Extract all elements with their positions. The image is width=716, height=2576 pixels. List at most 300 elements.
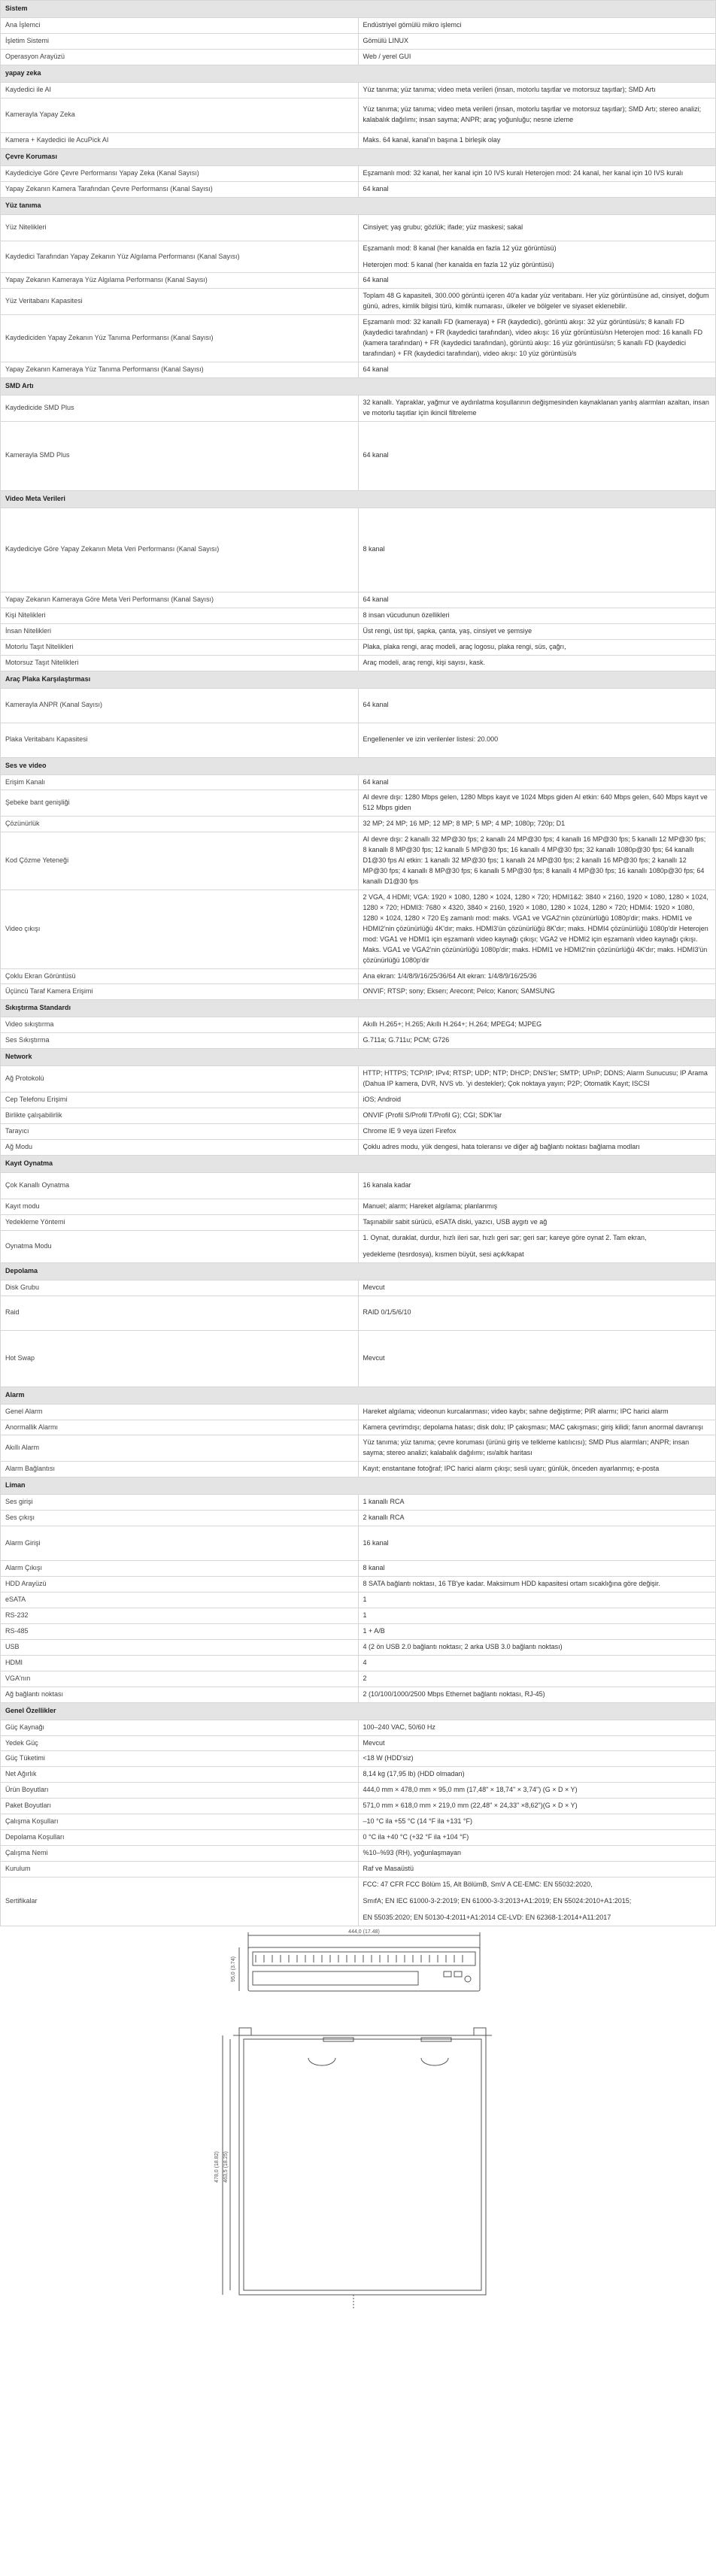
spec-value: [358, 1767, 716, 1783]
spec-value-line: 8 kanal: [363, 545, 385, 553]
spec-key: İşletim Sistemi: [1, 33, 359, 49]
spec-row: [1, 1561, 716, 1577]
spec-row: [1, 214, 716, 241]
spec-row: [1, 1783, 716, 1799]
spec-value: [358, 362, 716, 378]
section-title: Sıkıştırma Standardı: [1, 1000, 716, 1017]
spec-value-line: 1: [363, 1596, 367, 1603]
spec-key: Kaydedicide SMD Plus: [1, 395, 359, 421]
section-header: [1, 1000, 716, 1017]
section-header: [1, 490, 716, 508]
spec-key: Çoklu Ekran Görüntüsü: [1, 968, 359, 984]
spec-value-line: Gömülü LINUX: [363, 36, 409, 44]
usb-port-2: [454, 1971, 462, 1977]
spec-value-line: G.711a; G.711u; PCM; G726: [363, 1036, 450, 1044]
section-header: [1, 757, 716, 774]
spec-key: Alarm Çıkışı: [1, 1561, 359, 1577]
spec-key: Yapay Zekanın Kameraya Yüz Algılama Performansı (Kanal Sayısı): [1, 273, 359, 289]
spec-row: [1, 1862, 716, 1877]
spec-value: [358, 241, 716, 273]
section-title: Yüz tanıma: [1, 197, 716, 214]
spec-value: [358, 832, 716, 890]
front-panel-top-band: [253, 1952, 475, 1965]
spec-row: [1, 1017, 716, 1033]
spec-value: [358, 18, 716, 34]
spec-key: Oynatma Modu: [1, 1230, 359, 1262]
front-panel-body: [248, 1947, 480, 1991]
spec-value-line: Mevcut: [363, 1353, 385, 1362]
spec-key: eSATA: [1, 1593, 359, 1608]
spec-row: [1, 1199, 716, 1214]
spec-value: [358, 688, 716, 723]
spec-value: [358, 1526, 716, 1561]
spec-row: [1, 1814, 716, 1830]
spec-key: Yedek Güç: [1, 1735, 359, 1751]
spec-value-line: Maks. 64 kanal, kanal'ın başına 1 birleşik olay: [363, 135, 501, 144]
top-depth-inner-label: 463,5 (18.25): [223, 2150, 229, 2183]
spec-value-line: Eşzamanlı mod: 32 kanal, her kanal için 10 IVS kuralı Heterojen mod: 24 kanal, her kanal için 10 IVS kuralı: [363, 168, 684, 177]
spec-key: Çözünürlük: [1, 817, 359, 832]
spec-value: [358, 1799, 716, 1814]
spec-row: [1, 1639, 716, 1655]
spec-key: Motorsuz Taşıt Nitelikleri: [1, 655, 359, 671]
spec-key: Yapay Zekanın Kameraya Göre Meta Veri Performansı (Kanal Sayısı): [1, 592, 359, 608]
spec-value: [358, 1280, 716, 1296]
spec-row: [1, 18, 716, 34]
spec-row: [1, 82, 716, 98]
spec-value-line: 2: [363, 1674, 367, 1682]
spec-value: [358, 1495, 716, 1511]
spec-row: [1, 315, 716, 362]
spec-key: Alarm Bağlantısı: [1, 1462, 359, 1477]
spec-key: Anormallik Alarmı: [1, 1420, 359, 1435]
spec-value-line: EN 55035:2020; EN 50130-4:2011+A1:2014 CE-LVD: EN 62368-1:2014+A11:2017: [363, 1913, 611, 1921]
power-button-icon: [465, 1976, 471, 1982]
spec-key: Yapay Zekanın Kamera Tarafından Çevre Performansı (Kanal Sayısı): [1, 181, 359, 197]
spec-value-line: ONVIF (Profil S/Profil T/Profil G); CGI; SDK'lar: [363, 1111, 502, 1120]
spec-value-line: Akıllı H.265+; H.265; Akıllı H.264+; H.264; MPEG4; MJPEG: [363, 1020, 542, 1029]
spec-value-line: –10 °C ila +55 °C (14 °F ila +131 °F): [363, 1817, 472, 1826]
spec-value-line: 100–240 VAC, 50/60 Hz: [363, 1723, 435, 1731]
spec-key: Cep Telefonu Erişimi: [1, 1093, 359, 1108]
spec-key: Kaydediciden Yapay Zekanın Yüz Tanıma Performansı (Kanal Sayısı): [1, 315, 359, 362]
spec-row: [1, 1093, 716, 1108]
spec-value-line: 8 kanal: [363, 1564, 385, 1572]
spec-value: [358, 1066, 716, 1093]
spec-value: [358, 984, 716, 1000]
spec-value: [358, 1608, 716, 1623]
top-view-inner-outline: [244, 2039, 481, 2290]
section-header: [1, 1262, 716, 1280]
front-height-label: 95,0 (3.74): [231, 1956, 236, 1982]
spec-value: [358, 1108, 716, 1124]
spec-value: [358, 1783, 716, 1799]
spec-value: [358, 817, 716, 832]
spec-row: [1, 1214, 716, 1230]
spec-key: USB: [1, 1639, 359, 1655]
spec-value-line: 4 (2 ön USB 2.0 bağlantı noktası; 2 arka USB 3.0 bağlantı noktası): [363, 1642, 563, 1650]
section-header: [1, 1155, 716, 1172]
spec-key: Video çıkışı: [1, 889, 359, 968]
spec-value: [358, 98, 716, 132]
spec-row: [1, 1846, 716, 1862]
spec-value: [358, 1577, 716, 1593]
spec-row: [1, 421, 716, 490]
spec-value: [358, 1623, 716, 1639]
spec-value: [358, 968, 716, 984]
spec-key: Depolama Koşulları: [1, 1830, 359, 1846]
spec-key: Şebeke bant genişliği: [1, 790, 359, 817]
spec-row: [1, 508, 716, 592]
spec-key: Birlikte çalışabilirlik: [1, 1108, 359, 1124]
spec-row: [1, 181, 716, 197]
spec-value-line: ONVIF; RTSP; sony; Ekserı; Arecont; Pelco; Kanon; SAMSUNG: [363, 987, 555, 996]
spec-value-line: Plaka, plaka rengi, araç modeli, araç logosu, plaka rengi, süs, çağrı,: [363, 642, 566, 650]
spec-value: [358, 592, 716, 608]
spec-value-line: 64 kanal: [363, 184, 389, 192]
spec-value-line: Mevcut: [363, 1283, 385, 1291]
front-view-drawing: [231, 1929, 480, 1991]
spec-value-line: 1 kanallı RCA: [363, 1498, 405, 1506]
spec-key: Ağ Protokolü: [1, 1066, 359, 1093]
section-header: [1, 1049, 716, 1066]
spec-value-line: FCC: 47 CFR FCC Bölüm 15, Alt BölümB, SmV A CE-EMC: EN 55032:2020,: [363, 1880, 593, 1888]
spec-value-line: Raf ve Masaüstü: [363, 1865, 414, 1872]
spec-value-line: 4: [363, 1658, 367, 1666]
spec-value: [358, 1511, 716, 1526]
spec-value-line: Eşzamanlı mod: 32 kanallı FD (kameraya) + FR (kaydedici), görüntü akışı: 32 yüz görüntüsü/s; 8 kanallı FD (kaydedici tarafından) + FR (kaydedici tarafından), video akışı: 16 yüz görüntüsü/sn Heterojen mod: 16 kanallı FD (kamera tarafından) + FR (kaydedici tarafından), görüntü akışı: 16 yüz görüntüsü/sn; 5 kanallı FD (kaydedici tarafından) + FR (kaydedici tarafından), video akışı: 10 yüz görüntüsü/s: [363, 318, 702, 358]
spec-row: [1, 1877, 716, 1926]
spec-key: Sertifikalar: [1, 1877, 359, 1926]
spec-row: [1, 1720, 716, 1735]
spec-key: Çalışma Nemi: [1, 1846, 359, 1862]
spec-key: Hot Swap: [1, 1330, 359, 1386]
spec-row: [1, 1687, 716, 1702]
spec-value: [358, 1139, 716, 1155]
spec-row: [1, 132, 716, 148]
spec-row: [1, 1280, 716, 1296]
spec-row: [1, 1066, 716, 1093]
spec-value-line: 32 MP; 24 MP; 16 MP; 12 MP; 8 MP; 5 MP; 4 MP; 1080p; 720p; D1: [363, 820, 566, 828]
spec-value: [358, 1814, 716, 1830]
spec-value: [358, 82, 716, 98]
spec-value-line: Çoklu adres modu, yük dengesi, hata toleransı ve diğer ağ bağlantı noktası bağlama modları: [363, 1142, 640, 1150]
spec-row: [1, 1462, 716, 1477]
spec-value: [358, 790, 716, 817]
top-view-rear-edge: [233, 2028, 492, 2035]
spec-value: [358, 273, 716, 289]
section-title: Sistem: [1, 1, 716, 18]
spec-value: [358, 608, 716, 623]
front-panel-vents: [256, 1955, 463, 1962]
spec-key: Ürün Boyutları: [1, 1783, 359, 1799]
spec-row: [1, 241, 716, 273]
section-title: Alarm: [1, 1386, 716, 1404]
spec-key: İnsan Nitelikleri: [1, 623, 359, 639]
spec-key: Yüz Nitelikleri: [1, 214, 359, 241]
spec-value: [358, 49, 716, 65]
spec-value-line: %10–%93 (RH), yoğunlaşmayan: [363, 1849, 462, 1857]
spec-value: [358, 723, 716, 757]
spec-value-line: RAID 0/1/5/6/10: [363, 1308, 411, 1317]
spec-key: Kaydediciye Göre Çevre Performansı Yapay Zeka (Kanal Sayısı): [1, 165, 359, 181]
front-panel-bottom-band: [253, 1971, 418, 1985]
spec-value: [358, 1561, 716, 1577]
spec-value: [358, 1404, 716, 1420]
spec-key: Kayıt modu: [1, 1199, 359, 1214]
spec-value-line: Toplam 48 G kapasiteli, 300.000 görüntü içeren 40'a kadar yüz veritabanı. Her yüz görüntüsüne ad, cinsiyet, doğum günü, adres, kimlik bilgisi türü, kimlik numarası, ülkeler ve bölgeler ve siyaset eklenebilir.: [363, 292, 709, 311]
spec-key: Ses Sıkıştırma: [1, 1033, 359, 1049]
spec-value: [358, 132, 716, 148]
spec-row: [1, 1608, 716, 1623]
spec-key: Yapay Zekanın Kameraya Yüz Tanıma Performansı (Kanal Sayısı): [1, 362, 359, 378]
spec-key: Erişim Kanalı: [1, 774, 359, 790]
spec-row: [1, 655, 716, 671]
spec-row: [1, 889, 716, 968]
spec-value-line: yedekleme (tesrdosya), kısmen büyüt, sesi açık/kapat: [363, 1250, 524, 1258]
spec-key: HDD Arayüzü: [1, 1577, 359, 1593]
spec-value: [358, 315, 716, 362]
section-title: Genel Özellikler: [1, 1702, 716, 1720]
spec-value-line: SmıfA; EN IEC 61000-3-2:2019; EN 61000-3-3:2013+A1:2019; EN 55024:2010+A1:2015;: [363, 1896, 632, 1905]
spec-value: [358, 1172, 716, 1199]
spec-key: Video sıkıştırma: [1, 1017, 359, 1033]
spec-key: Plaka Veritabanı Kapasitesi: [1, 723, 359, 757]
spec-value: [358, 1687, 716, 1702]
spec-value-line: Manuel; alarm; Hareket algılama; planlanmış: [363, 1202, 498, 1210]
dimension-drawings: [0, 1926, 716, 2317]
section-header: [1, 671, 716, 688]
spec-row: [1, 639, 716, 655]
spec-value-line: 64 kanal: [363, 595, 389, 603]
spec-value-line: 1: [363, 1611, 367, 1619]
spec-value: [358, 1214, 716, 1230]
spec-row: [1, 1172, 716, 1199]
spec-value-line: 1. Oynat, duraklat, durdur, hızlı ileri sar, hızlı geri sar; geri sar; kareye göre oynat 2. Tam ekran,: [363, 1233, 647, 1241]
spec-key: Net Ağırlık: [1, 1767, 359, 1783]
spec-value: [358, 889, 716, 968]
spec-key: Kişi Nitelikleri: [1, 608, 359, 623]
top-view-drawing: [214, 2028, 492, 2310]
spec-value: [358, 289, 716, 315]
spec-value-line: Eşzamanlı mod: 8 kanal (her kanalda en fazla 12 yüz görüntüsü): [363, 244, 557, 252]
spec-value-line: AI devre dışı: 2 kanallı 32 MP@30 fps; 2 kanallı 24 MP@30 fps; 4 kanallı 16 MP@30 fps; 5 kanallı 12 MP@30 fps; 8 kanallı 8 MP@30 fps; 12 kanallı 5 MP@30 fps; 16 kanallı 4 MP@30 fps; 32 kanallı 1080p@30 fps; 64 kanallı D1@30 fps AI etkin: 1 kanallı 32 MP@30 fps; 1 kanallı 24 MP@30 fps; 2 kanallı 16 MP@30 fps; 2 kanallı 12 MP@30 fps; 4 kanallı 8 MP@30 fps; 6 kanallı 5 MP@30 fps; 8 kanallı 4 MP@30 fps; 16 kanallı 1080p@30 fps; 64 kanallı D1@30 fps: [363, 835, 706, 885]
spec-key: Kamerayla Yapay Zeka: [1, 98, 359, 132]
spec-value-line: 8 SATA bağlantı noktası, 16 TB'ye kadar. Maksimum HDD kapasitesi ortam sıcaklığına göre değişir.: [363, 1580, 660, 1588]
spec-value-line: HTTP; HTTPS; TCP/IP; IPv4; RTSP; UDP; NTP; DHCP; DNS'ler; SMTP; UPnP; DDNS; Alarm Sunucusu; IP Arama (Dahua IP kamera, DVR, NVS vb. 'yi destekler); Çok noktaya yayın; P2P; Otomatik Kayıt; ISCSI: [363, 1069, 708, 1088]
spec-row: [1, 1526, 716, 1561]
section-title: Network: [1, 1049, 716, 1066]
spec-value: [358, 1296, 716, 1330]
spec-value: [358, 1230, 716, 1262]
spec-value-line: 0 °C ila +40 °C (+32 °F ila +104 °F): [363, 1833, 469, 1841]
spec-row: [1, 1230, 716, 1262]
section-title: Ses ve video: [1, 757, 716, 774]
spec-key: Çalışma Koşulları: [1, 1814, 359, 1830]
spec-row: [1, 592, 716, 608]
spec-key: Çok Kanallı Oynatma: [1, 1172, 359, 1199]
spec-value-line: Web / yerel GUI: [363, 52, 411, 60]
spec-value-line: Heterojen mod: 5 kanal (her kanalda en fazla 12 yüz görüntüsü): [363, 260, 554, 268]
spec-key: Ana İşlemci: [1, 18, 359, 34]
spec-row: [1, 1495, 716, 1511]
section-header: [1, 1, 716, 18]
spec-table-body: [1, 1, 716, 1926]
spec-value: [358, 1017, 716, 1033]
section-title: Liman: [1, 1477, 716, 1495]
section-header: [1, 148, 716, 165]
spec-value: [358, 655, 716, 671]
spec-value-line: 444,0 mm × 478,0 mm × 95,0 mm (17,48" × 18,74" × 3,74") (G × D × Y): [363, 1786, 578, 1794]
section-header: [1, 65, 716, 82]
spec-row: [1, 165, 716, 181]
section-title: Araç Plaka Karşılaştırması: [1, 671, 716, 688]
spec-value: [358, 1124, 716, 1140]
spec-value-line: Yüz tanıma; yüz tanıma; video meta verileri (insan, motorlu taşıtlar ve motorsuz taşıtlar); SMD Artı; stereo analizi; kalabalık dağılımı; insan sayma; ANPR; araç yoğunluğu; nesne izleme: [363, 105, 702, 124]
spec-value-line: <18 W (HDD'siz): [363, 1754, 414, 1762]
spec-key: Tarayıcı: [1, 1124, 359, 1140]
spec-row: [1, 33, 716, 49]
spec-value: [358, 1330, 716, 1386]
section-header: [1, 1386, 716, 1404]
spec-key: Alarm Girişi: [1, 1526, 359, 1561]
spec-row: [1, 362, 716, 378]
spec-key: Disk Grubu: [1, 1280, 359, 1296]
spec-row: [1, 1420, 716, 1435]
spec-row: [1, 1404, 716, 1420]
spec-row: [1, 1751, 716, 1767]
spec-key: Ses çıkışı: [1, 1511, 359, 1526]
section-header: [1, 377, 716, 395]
spec-value-line: 8,14 kg (17,95 lb) (HDD olmadan): [363, 1770, 465, 1778]
spec-value: [358, 165, 716, 181]
spec-row: [1, 984, 716, 1000]
spec-value: [358, 181, 716, 197]
spec-value-line: 1 + A/B: [363, 1626, 385, 1635]
spec-row: [1, 688, 716, 723]
spec-key: Operasyon Arayüzü: [1, 49, 359, 65]
spec-value: [358, 1639, 716, 1655]
spec-value-line: Yüz tanıma; yüz tanıma; video meta verileri (insan, motorlu taşıtlar ve motorsuz taşıtlar); SMD Artı: [363, 85, 656, 93]
spec-value: [358, 774, 716, 790]
spec-value: [358, 1593, 716, 1608]
spec-value-line: Kayıt; enstantane fotoğraf; IPC harici alarm çıkışı; sesli uyarı; günlük, önceden ayarlanmış; e-posta: [363, 1465, 660, 1473]
spec-key: Akıllı Alarm: [1, 1435, 359, 1462]
section-title: Video Meta Verileri: [1, 490, 716, 508]
spec-key: RS-485: [1, 1623, 359, 1639]
spec-value-line: 64 kanal: [363, 777, 389, 786]
section-title: Depolama: [1, 1262, 716, 1280]
section-header: [1, 1477, 716, 1495]
spec-value-line: Araç modeli, araç rengi, kişi sayısı, kask.: [363, 658, 486, 666]
spec-row: [1, 817, 716, 832]
spec-value-line: Cinsiyet; yaş grubu; gözlük; ifade; yüz maskesi; sakal: [363, 223, 523, 231]
spec-value: [358, 1751, 716, 1767]
spec-row: [1, 608, 716, 623]
spec-row: [1, 1139, 716, 1155]
spec-value-line: Kamera çevrimdışı; depolama hatası; disk dolu; IP çakışması; MAC çakışması; giriş kilidi; fanın anormal davranışı: [363, 1423, 704, 1431]
spec-row: [1, 623, 716, 639]
spec-value-line: 2 (10/100/1000/2500 Mbps Ethernet bağlantı noktası, RJ-45): [363, 1690, 545, 1698]
section-title: Kayıt Oynatma: [1, 1155, 716, 1172]
spec-value: [358, 1655, 716, 1671]
section-header: [1, 197, 716, 214]
spec-key: Güç Kaynağı: [1, 1720, 359, 1735]
spec-value-line: Engellenenler ve izin verilenler listesi: 20.000: [363, 735, 499, 744]
spec-value: [358, 1199, 716, 1214]
spec-value-line: iOS; Android: [363, 1096, 402, 1104]
spec-key: Kamera + Kaydedici ile AcuPick AI: [1, 132, 359, 148]
spec-row: [1, 1799, 716, 1814]
spec-value-line: 8 insan vücudunun özellikleri: [363, 611, 450, 619]
spec-value-line: 2 VGA, 4 HDMI; VGA: 1920 × 1080, 1280 × 1024, 1280 × 720; HDMI1&2: 3840 × 2160, 1920 × 1080, 1280 × 1024, 1280 × 720; HDMI3: 7680 × 4320, 3840 × 2160, 1920 × 1080, 1280 × 1024, 1280 × 720; HDMI4: 1920 × 1080, 1280 × 1024, 1280 × 720 Eş zamanlı mod: maks. VGA1 ve VGA2'nin çözünürlüğü 1080p'dir; maks. HDMI1 ve HDMI2'nin çözünürlüğü 4K'dır; maks. HDMI3'ün çözünürlüğü 8K'dır; maks. HDMI4 çözünürlüğü 1080p'dir Heterojen mod: VGA1 ve HDMI1 için eşzamanlı video kaynağı çıkışı; VGA2 ve HDMI2 için eşzamanlı video kaynağı çıkışı. Maks. VGA1 ve VGA2'nin çözünürlüğü 1080p'dir; maks. HDMI1 ve HDMI2'nin çözünürlüğü 4K'dır; maks. HDMI3'ün çözünürlüğü 1080p'dir: [363, 893, 708, 964]
spec-value-line: 16 kanala kadar: [363, 1180, 411, 1189]
spec-key: Güç Tüketimi: [1, 1751, 359, 1767]
spec-row: [1, 1511, 716, 1526]
spec-value: [358, 1033, 716, 1049]
spec-value-line: Taşınabilir sabit sürücü, eSATA diski, yazıcı, USB aygıtı ve ağ: [363, 1217, 548, 1226]
spec-row: [1, 723, 716, 757]
spec-key: Motorlu Taşıt Nitelikleri: [1, 639, 359, 655]
spec-row: [1, 1033, 716, 1049]
spec-value: [358, 214, 716, 241]
spec-value-line: Chrome IE 9 veya üzeri Firefox: [363, 1127, 457, 1135]
spec-key: Ağ bağlantı noktası: [1, 1687, 359, 1702]
spec-row: [1, 1296, 716, 1330]
spec-key: Raid: [1, 1296, 359, 1330]
spec-value: [358, 1671, 716, 1687]
spec-key: VGA'nın: [1, 1671, 359, 1687]
section-title: Çevre Koruması: [1, 148, 716, 165]
spec-key: Genel Alarm: [1, 1404, 359, 1420]
spec-key: Paket Boyutları: [1, 1799, 359, 1814]
usb-port-1: [444, 1971, 451, 1977]
spec-row: [1, 1108, 716, 1124]
spec-value-line: Endüstriyel gömülü mikro işlemci: [363, 21, 462, 29]
spec-value-line: 64 kanal: [363, 451, 389, 459]
spec-row: [1, 774, 716, 790]
spec-key: Ağ Modu: [1, 1139, 359, 1155]
spec-row: [1, 968, 716, 984]
spec-row: [1, 1671, 716, 1687]
spec-row: [1, 395, 716, 421]
spec-row: [1, 1655, 716, 1671]
spec-value-line: 64 kanal: [363, 276, 389, 284]
spec-key: Kaydediciye Göre Yapay Zekanın Meta Veri Performansı (Kanal Sayısı): [1, 508, 359, 592]
spec-row: [1, 1435, 716, 1462]
top-depth-outer-label: 478,0 (18.82): [214, 2150, 220, 2183]
spec-value-line: 571,0 mm × 618,0 mm × 219,0 mm (22,48" × 24,33" ×8,62")(G × D × Y): [363, 1802, 578, 1810]
spec-key: Kaydedici ile AI: [1, 82, 359, 98]
spec-value-line: 16 kanal: [363, 1538, 389, 1547]
spec-key: Kamerayla ANPR (Kanal Sayısı): [1, 688, 359, 723]
spec-value-line: Mevcut: [363, 1738, 385, 1747]
spec-key: RS-232: [1, 1608, 359, 1623]
spec-value: [358, 33, 716, 49]
spec-value-line: AI devre dışı: 1280 Mbps gelen, 1280 Mbps kayıt ve 1024 Mbps giden AI etkin: 640 Mbps gelen, 640 Mbps kayıt ve 512 Mbps giden: [363, 793, 708, 812]
spec-row: [1, 1623, 716, 1639]
spec-key: Ses girişi: [1, 1495, 359, 1511]
spec-value: [358, 395, 716, 421]
spec-key: Kod Çözme Yeteneği: [1, 832, 359, 890]
spec-key: Kurulum: [1, 1862, 359, 1877]
spec-value-line: Yüz tanıma; yüz tanıma; çevre koruması (ürünü giriş ve telkleme katılıcısı); SMD Plus alarmları; ANPR; insan sayma; stereo analizi; kalabalık dağılımı; ısı/altık haritası: [363, 1438, 690, 1457]
spec-row: [1, 790, 716, 817]
spec-row: [1, 289, 716, 315]
spec-value: [358, 1830, 716, 1846]
spec-key: Yüz Veritabanı Kapasitesi: [1, 289, 359, 315]
spec-value-line: Üst rengi, üst tipi, şapka, çanta, yaş, cinsiyet ve şemsiye: [363, 626, 532, 635]
